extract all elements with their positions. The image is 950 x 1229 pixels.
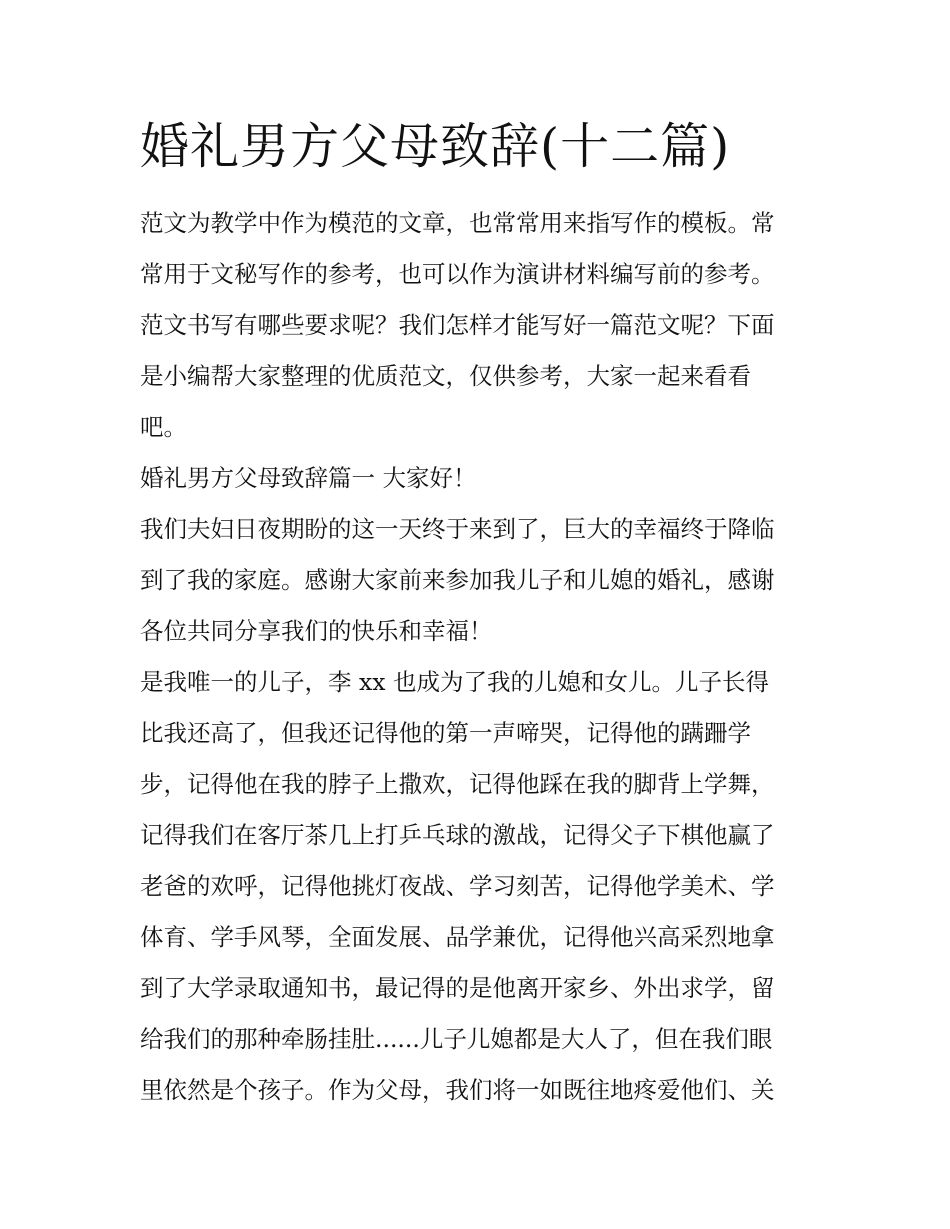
text-line: 是小编帮大家整理的优质范文，仅供参考，大家一起来看看	[140, 362, 751, 390]
text-line: 步，记得他在我的脖子上撒欢，记得他踩在我的脚背上学舞，	[140, 770, 775, 798]
text-line: 常用于文秘写作的参考，也可以作为演讲材料编写前的参考。	[140, 260, 775, 288]
document-body	[140, 198, 820, 1116]
text-line: 吧。	[140, 413, 187, 441]
text-line: 比我还高了，但我还记得他的第一声啼哭，记得他的蹒跚学	[140, 719, 751, 747]
text-line: 老爸的欢呼，记得他挑灯夜战、学习刻苦，记得他学美术、学	[140, 872, 775, 900]
text-line: 记得我们在客厅茶几上打乒乓球的激战，记得父子下棋他赢了	[140, 821, 775, 849]
text-line: 给我们的那种牵肠挂肚......儿子儿媳都是大人了，但在我们眼	[140, 1025, 773, 1053]
text-line: 体育、学手风琴，全面发展、品学兼优，记得他兴高采烈地拿	[140, 923, 775, 951]
section-heading: 婚礼男方父母致辞篇一 大家好！	[140, 464, 477, 492]
text-line: 到了我的家庭。感谢大家前来参加我儿子和儿媳的婚礼，感谢	[140, 566, 775, 594]
text-line: 里依然是个孩子。作为父母，我们将一如既往地疼爱他们、关	[140, 1076, 775, 1104]
text-line: 范文为教学中作为模范的文章，也常常用来指写作的模板。常	[140, 209, 775, 237]
text-line: 我们夫妇日夜期盼的这一天终于来到了，巨大的幸福终于降临	[140, 515, 775, 543]
document-title: 婚礼男方父母致辞(十二篇)	[140, 118, 731, 175]
text-line: 到了大学录取通知书，最记得的是他离开家乡、外出求学，留	[140, 974, 775, 1002]
text-line: 范文书写有哪些要求呢？我们怎样才能写好一篇范文呢？下面	[140, 311, 775, 339]
text-line: 各位共同分享我们的快乐和幸福！	[140, 617, 493, 645]
text-line: 是我唯一的儿子，李 xx 也成为了我的儿媳和女儿。儿子长得	[140, 668, 769, 696]
